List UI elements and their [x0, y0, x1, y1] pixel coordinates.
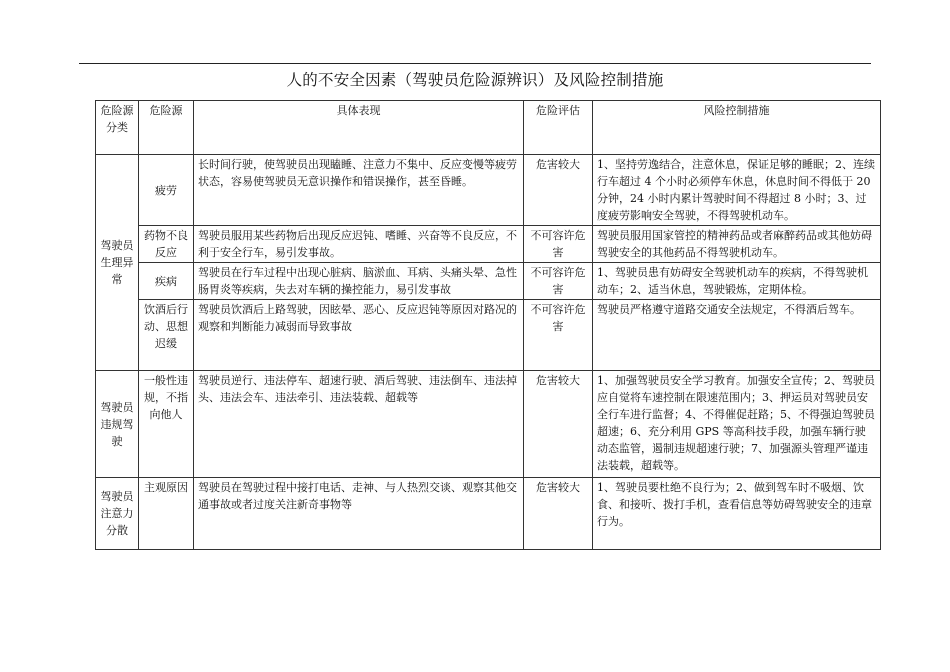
header-measures: 风险控制措施: [593, 101, 881, 155]
manifestation-cell: 驾驶员在行车过程中出现心脏病、脑淤血、耳病、头痛头晕、急性肠胃炎等疾病，失去对车辆的操控能力，易引发事故: [194, 263, 524, 300]
table-row: [96, 155, 881, 226]
header-manifestation: 具体表现: [194, 101, 524, 155]
risk-table: [95, 100, 881, 550]
table-row: [96, 226, 881, 263]
measures-cell: 驾驶员严格遵守道路交通安全法规定，不得酒后驾车。: [593, 300, 881, 371]
manifestation-cell: 驾驶员服用某些药物后出现反应迟钝、嗜睡、兴奋等不良反应，不利于安全行车，易引发事故。: [194, 226, 524, 263]
source-cell: 主观原因: [139, 478, 194, 550]
source-cell: 疾病: [139, 263, 194, 300]
measures-cell: 1、加强驾驶员安全学习教育。加强安全宣传；2、驾驶员应自觉将车速控制在限速范围内；3、押运员对驾驶员安全行车进行监督；4、不得催促赶路；5、不得强迫驾驶员超速；6、充分利用 GPS 等高科技手段，加强车辆行驶动态监管，遏制违规超速行驶；7、加强源头管理严谨违法装载，超载等。: [593, 371, 881, 478]
assessment-cell: 不可容许危害: [524, 226, 593, 263]
category-cell: 驾驶员注意力分散: [96, 478, 139, 550]
table-row: [96, 478, 881, 550]
source-cell: 药物不良反应: [139, 226, 194, 263]
header-source: 危险源: [139, 101, 194, 155]
manifestation-cell: 驾驶员逆行、违法停车、超速行驶、酒后驾驶、违法倒车、违法掉头、违法会车、违法牵引、违法装载、超载等: [194, 371, 524, 478]
category-cell: 驾驶员违规驾驶: [96, 371, 139, 478]
measures-cell: 驾驶员服用国家管控的精神药品或者麻醉药品或其他妨碍驾驶安全的其他药品不得驾驶机动车。: [593, 226, 881, 263]
assessment-cell: 危害较大: [524, 155, 593, 226]
source-cell: 饮酒后行动、思想迟缓: [139, 300, 194, 371]
assessment-cell: 不可容许危害: [524, 263, 593, 300]
measures-cell: 1、驾驶员患有妨碍安全驾驶机动车的疾病，不得驾驶机动车；2、适当休息，驾驶锻炼，定期体检。: [593, 263, 881, 300]
assessment-cell: 危害较大: [524, 478, 593, 550]
header-category: 危险源分类: [96, 101, 139, 155]
header-row: [96, 101, 881, 155]
manifestation-cell: 长时间行驶，使驾驶员出现瞌睡、注意力不集中、反应变慢等疲劳状态，容易使驾驶员无意识操作和错误操作，甚至昏睡。: [194, 155, 524, 226]
measures-cell: 1、坚持劳逸结合，注意休息，保证足够的睡眠；2、连续行车超过 4 个小时必须停车休息，休息时间不得低于 20 分钟，24 小时内累计驾驶时间不得超过 8 小时；3、过度疲劳影响安全驾驶，不得驾驶机动车。: [593, 155, 881, 226]
table-row: [96, 263, 881, 300]
source-cell: 疲劳: [139, 155, 194, 226]
table-row: [96, 371, 881, 478]
table-row: [96, 300, 881, 371]
document-title: 人的不安全因素（驾驶员危险源辨识）及风险控制措施: [286, 71, 664, 89]
category-cell: 驾驶员生理异常: [96, 155, 139, 371]
assessment-cell: 危害较大: [524, 371, 593, 478]
manifestation-cell: 驾驶员在驾驶过程中接打电话、走神、与人热烈交谈、观察其他交通事故或者过度关注新奇事物等: [194, 478, 524, 550]
manifestation-cell: 驾驶员饮酒后上路驾驶，因眩晕、恶心、反应迟钝等原因对路况的观察和判断能力减弱而导致事故: [194, 300, 524, 371]
source-cell: 一般性违规，不指向他人: [139, 371, 194, 478]
assessment-cell: 不可容许危害: [524, 300, 593, 371]
header-assessment: 危险评估: [524, 101, 593, 155]
top-rule: [79, 63, 871, 64]
measures-cell: 1、驾驶员要杜绝不良行为；2、做到驾车时不吸烟、饮食、和接听、拨打手机，查看信息等妨碍驾驶安全的违章行为。: [593, 478, 881, 550]
